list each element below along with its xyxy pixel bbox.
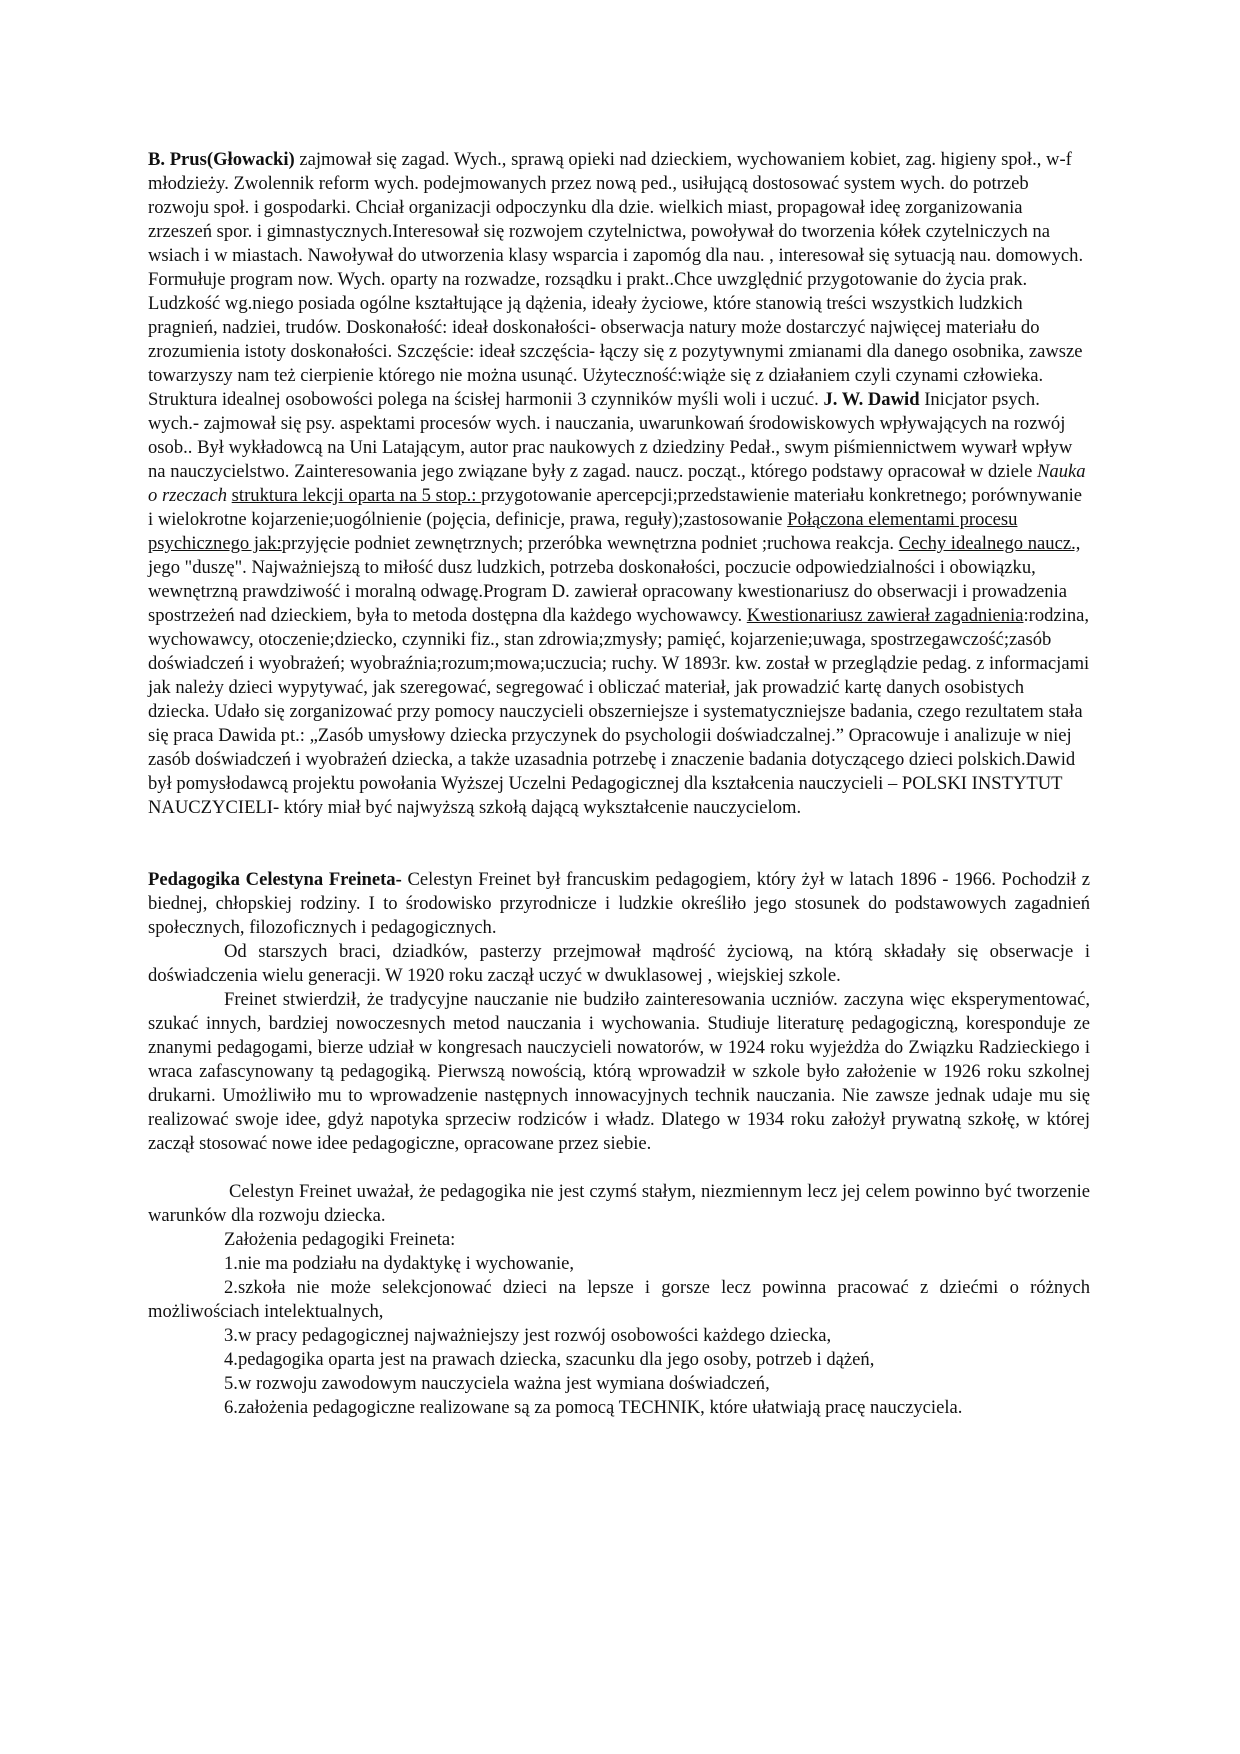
list-item: 2.szkoła nie może selekcjonować dzieci na lepsze i gorsze lecz powinna pracować z dziećmi o różnych możliwościach intelektualnych, — [148, 1277, 1090, 1322]
text-freinet-intro: Celestyn Freinet był francuskim pedagogiem, który żył w latach 1896 - 1966. Pochodził z biednej, chłopskiej rodziny. I to środowisko przyrodnicze i ludzkie określiło jego stosunek do podstawowych zagadnień społecznych, filozoficznych i pedagogicznych. — [148, 869, 1090, 938]
list-item: 4.pedagogika oparta jest na prawach dziecka, szacunku dla jego osoby, potrzeb i dążeń, — [224, 1349, 875, 1370]
text-psychic-stages: przyjęcie podniet zewnętrznych; przeróbka wewnętrzna podniet ;ruchowa reakcja. — [281, 533, 899, 554]
list-item: 1.nie ma podziału na dydaktykę i wychowanie, — [224, 1253, 575, 1274]
name-dawid: J. W. Dawid — [823, 389, 920, 410]
book-title: Nauka o rzeczach — [148, 461, 1086, 506]
underlined-psychic-process: Połączona elementami procesu psychicznego jak: — [148, 509, 1018, 554]
paragraph-prus-dawid — [148, 148, 1090, 820]
text-questionnaire: :rodzina, wychowawcy, otoczenie;dziecko, czynniki fiz., stan zdrowia;zmysły; pamięć, kojarzenie;uwaga, spostrzegawczość;zasób doświadczeń i wyobrażeń; wyobraźnia;rozum;mowa;uczucia; ruchy. W 1893r. kw. został w przeglądzie pedag. z informacjami jak należy dzieci wypytywać, jak szeregować, segregować i obliczać materiał, jak prowadzić kartę danych osobistych dziecka. Udało się zorganizować przy pomocy nauczycieli obszerniejsze i systematyczniejsze badania, czego rezultatem stała się praca Dawida pt.: „Zasób umysłowy dziecka przyczynek do psychologii doświadczalnej.” Opracowuje i analizuje w niej zasób doświadczeń i wyobrażeń dziecka, a także uzasadnia potrzebę i znaczenie badania dotyczącego dzieci polskich.Dawid był pomysłodawcą projektu powołania Wyższej Uczelni Pedagogicznej dla kształcenia nauczycieli – POLSKI INSTYTUT NAUCZYCIELI- który miał być najwyższą szkołą dającą wykształcenie nauczycielom. — [148, 605, 1090, 818]
paragraph-freinet-experiments: Freinet stwierdził, że tradycyjne nauczanie nie budziło zainteresowania uczniów. zaczyna więc eksperymentować, szukać innych, bardziej nowoczesnych metod nauczania i wychowania. Studiuje literaturę pedagogiczną, koresponduje ze znanymi pedagogami, bierze udział w kongresach nauczycieli nowatorów, w 1924 roku wyjeżdża do Związku Radzieckiego i wraca zafascynowany tą pedagogiką. Pierwszą nowością, którą wprowadził w szkole było założenie w 1926 roku szkolnej drukarni. Umożliwiło mu to wprowadzenie następnych innowacyjnych technik nauczania. Nie zawsze jednak udaje mu się realizować swoje idee, gdyż napotyka sprzeciw rodziców i władz. Dlatego w 1934 roku założył prywatną szkołę, w której zaczął stosować nowe idee pedagogiczne, opracowane przez siebie. — [148, 989, 1090, 1154]
text-prus: zajmował się zagad. Wych., sprawą opieki nad dzieckiem, wychowaniem kobiet, zag. higieny społ., w-f młodzieży. Zwolennik reform wych. podejmowanych przez nową ped., usiłującą dostosować system wych. do potrzeb rozwoju społ. i gospodarki. Chciał organizacji odpoczynku dla dzie. wielkich miast, propagował ideę zorganizowania zrzeszeń spor. i gimnastycznych.Interesował się rozwojem czytelnictwa, powoływał do tworzenia kółek czytelniczych na wsiach i w miastach. Nawoływał do utworzenia klasy wsparcia i zapomóg dla nau. , interesował się sytuacją nau. domowych. Formułuje program now. Wych. oparty na rozwadze, rozsądku i prakt..Chce uwzględnić przygotowanie do życia prak. Ludzkość wg.niego posiada ogólne kształtujące ją dążenia, ideały życiowe, które stanowią treści wszystkich ludzkich pragnień, nadziei, trudów. Doskonałość: ideał doskonałości- obserwacja natury może dostarczyć najwięcej materiału do zrozumienia istoty doskonałości. Szczęście: ideał szczęścia- łączy się z pozytywnymi zmianami dla danego osobnika, zawsze towarzyszy nam też cierpienie którego nie można usunąć. Użyteczność:wiąże się z działaniem czyli czynami człowieka. Struktura idealnej osobowości polega na ścisłej harmonii 3 czynników myśli woli i uczuć. — [148, 149, 1084, 410]
name-prus: B. Prus(Głowacki) — [148, 149, 295, 170]
list-item: 5.w rozwoju zawodowym nauczyciela ważna jest wymiana doświadczeń, — [224, 1373, 770, 1394]
paragraph-freinet-view: Celestyn Freinet uważał, że pedagogika nie jest czymś stałym, niezmiennym lecz jej celem powinno być tworzenie warunków dla rozwoju dziecka. — [148, 1181, 1090, 1226]
section-prus-dawid — [148, 148, 1090, 820]
underlined-questionnaire: Kwestionariusz zawierał zagadnienia — [746, 605, 1024, 626]
spacer — [148, 1156, 1090, 1180]
list-title: Założenia pedagogiki Freineta: — [224, 1229, 456, 1250]
heading-freinet: Pedagogika Celestyna Freineta- — [148, 869, 402, 890]
underlined-teacher-traits: Cechy idealnego naucz., — [898, 533, 1081, 554]
list-item: 3.w pracy pedagogicznej najważniejszy jest rozwój osobowości każdego dziecka, — [224, 1325, 832, 1346]
paragraph-freinet-youth: Od starszych braci, dziadków, pasterzy przejmował mądrość życiową, na którą składały się obserwacje i doświadczenia wielu generacji. W 1920 roku zaczął uczyć w dwuklasowej , wiejskiej szkole. — [148, 941, 1090, 986]
text-teacher-traits: jego "duszę". Najważniejszą to miłość dusz ludzkich, potrzeba doskonałości, poczucie odpowiedzialności i obowiązku, wewnętrzną prawdziwość i moralną odwagę.Program D. zawierał opracowany kwestionariusz do obserwacji i prowadzenia spostrzeżeń nad dzieckiem, była to metoda dostępna dla każdego wychowawcy. — [148, 557, 1068, 626]
section-freinet — [148, 868, 1090, 1420]
underlined-lesson-structure: struktura lekcji oparta na 5 stop.: — [231, 485, 482, 506]
principles-list — [148, 1252, 1090, 1420]
list-item: 6.założenia pedagogiczne realizowane są za pomocą TECHNIK, które ułatwiają pracę nauczyciela. — [224, 1397, 963, 1418]
text-lesson-stages: przygotowanie apercepcji;przedstawienie materiału konkretnego; porównywanie i wielokrotne kojarzenie;uogólnienie (pojęcia, definicje, prawa, reguły);zastosowanie — [148, 485, 1083, 530]
text-dawid-intro: Inicjator psych. wych.- zajmował się psy. aspektami procesów wych. i nauczania, uwarunkowań środowiskowych wpływających na rozwój osob.. Był wykładowcą na Uni Latającym, autor prac naukowych z dziedziny Pedał., swym piśmiennictwem wywarł wpływ na nauczycielstwo. Zainteresowania jego związane były z zagad. naucz. począt., którego podstawy opracował w dziele — [148, 389, 1073, 482]
paragraph-freinet-intro — [148, 868, 1090, 940]
